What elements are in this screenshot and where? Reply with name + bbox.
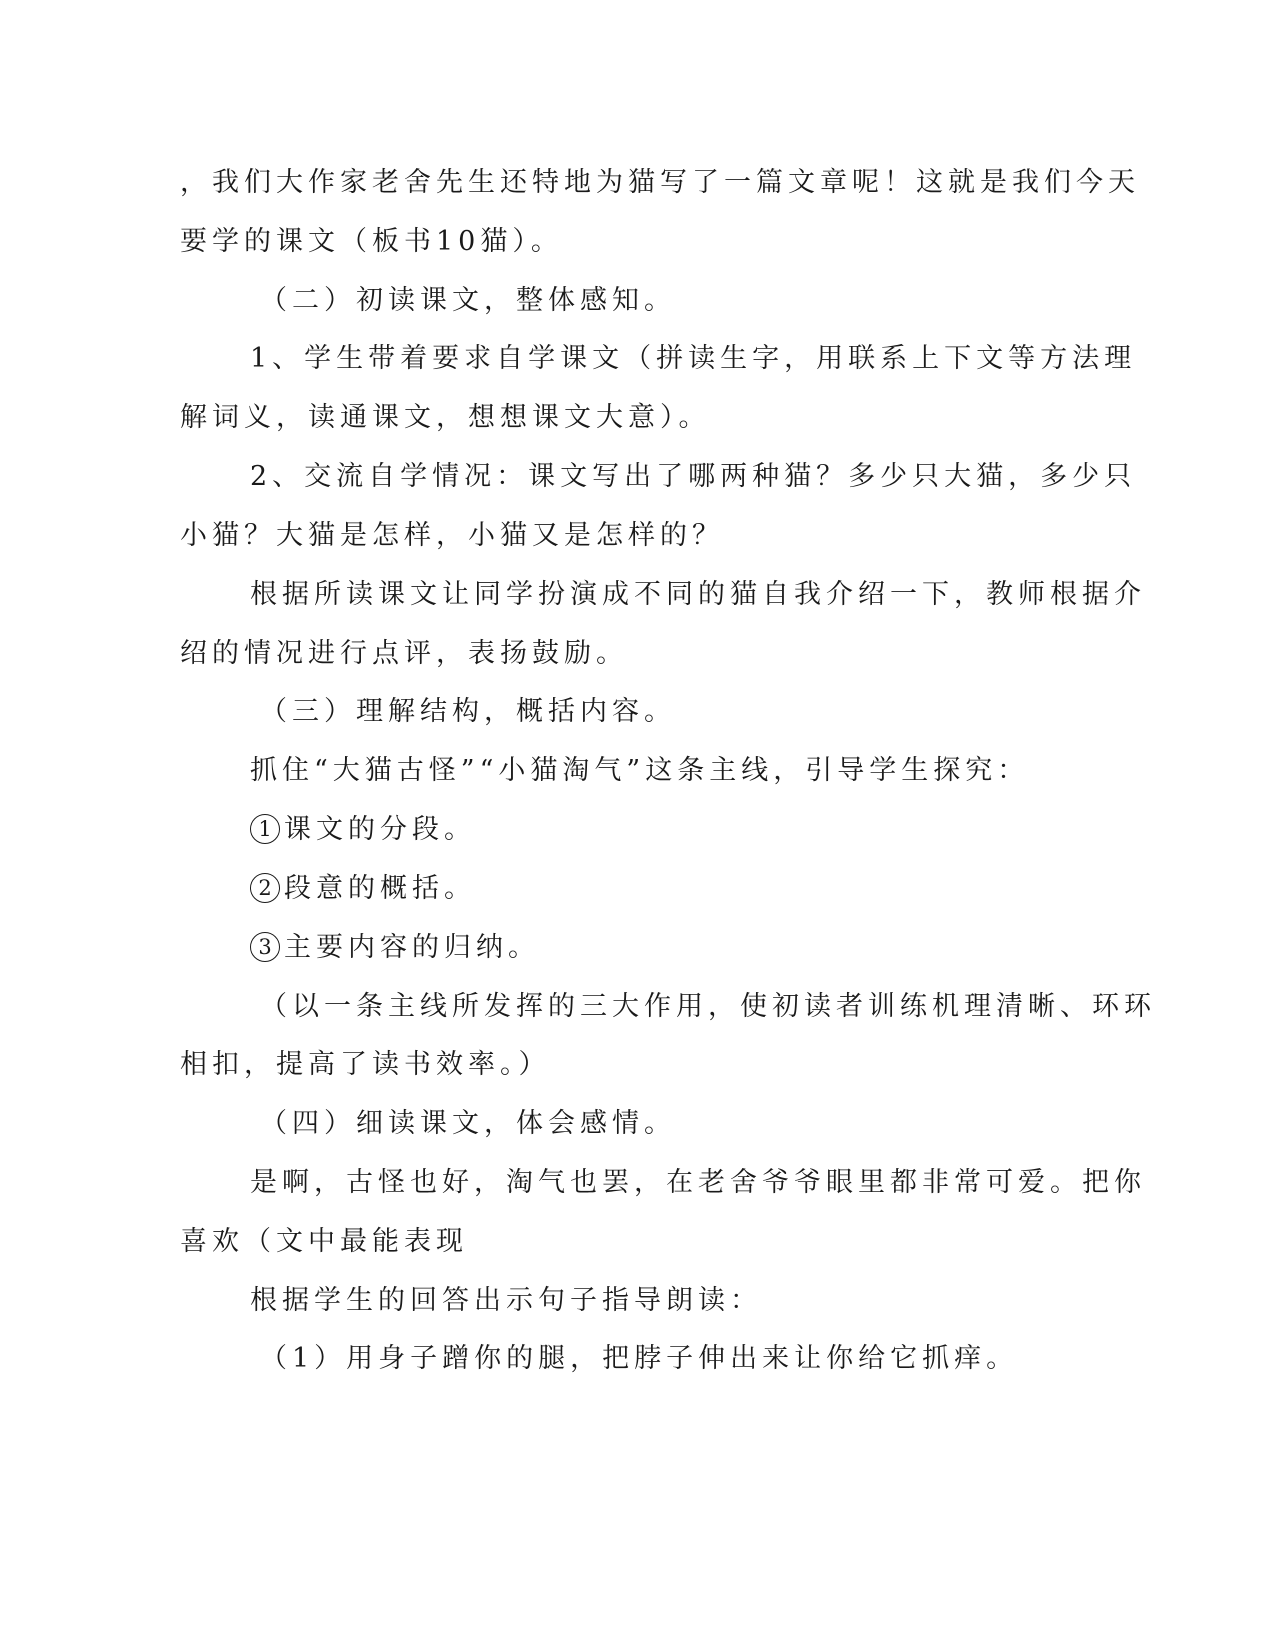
list-item: [250, 871, 476, 907]
paragraph-line: 喜欢（文中最能表现: [180, 1226, 468, 1257]
paragraph-line: （以一条主线所发挥的三大作用，使初读者训练机理清晰、环环: [260, 991, 1156, 1022]
list-item: [250, 930, 540, 966]
list-item-text: 段意的概括。: [284, 873, 476, 904]
circled-number-marker: 3: [250, 932, 280, 962]
section-heading: （四）细读课文，体会感情。: [260, 1108, 676, 1139]
paragraph-line: 相扣，提高了读书效率。）: [180, 1049, 551, 1080]
section-heading: （三）理解结构，概括内容。: [260, 696, 676, 727]
paragraph-line: （1）用身子蹭你的腿，把脖子伸出来让你给它抓痒。: [260, 1343, 1019, 1374]
section-heading: （二）初读课文，整体感知。: [260, 285, 676, 316]
circled-number-marker: 1: [250, 814, 280, 844]
paragraph-line: ，我们大作家老舍先生还特地为猫写了一篇文章呢！这就是我们今天: [180, 167, 1140, 198]
list-item-text: 课文的分段。: [284, 814, 476, 845]
list-item: [250, 812, 476, 848]
paragraph-line: 解词义，读通课文，想想课文大意）。: [180, 402, 711, 433]
paragraph-line: 根据所读课文让同学扮演成不同的猫自我介绍一下，教师根据介: [250, 579, 1146, 610]
paragraph-line: 1、学生带着要求自学课文（拼读生字，用联系上下文等方法理: [250, 343, 1137, 374]
list-item-text: 主要内容的归纳。: [284, 932, 540, 963]
circled-number-marker: 2: [250, 873, 280, 903]
paragraph-line: 是啊，古怪也好，淘气也罢，在老舍爷爷眼里都非常可爱。把你: [250, 1167, 1146, 1198]
paragraph-line: 小猫？大猫是怎样，小猫又是怎样的？: [180, 520, 724, 551]
paragraph-line: 根据学生的回答出示句子指导朗读：: [250, 1285, 762, 1316]
paragraph-line: 抓住“大猫古怪”“小猫淘气”这条主线，引导学生探究：: [250, 755, 1030, 786]
paragraph-line: 绍的情况进行点评，表扬鼓励。: [180, 638, 628, 669]
paragraph-line: 要学的课文（板书10猫）。: [180, 226, 563, 257]
paragraph-line: 2、交流自学情况：课文写出了哪两种猫？多少只大猫，多少只: [250, 461, 1137, 492]
